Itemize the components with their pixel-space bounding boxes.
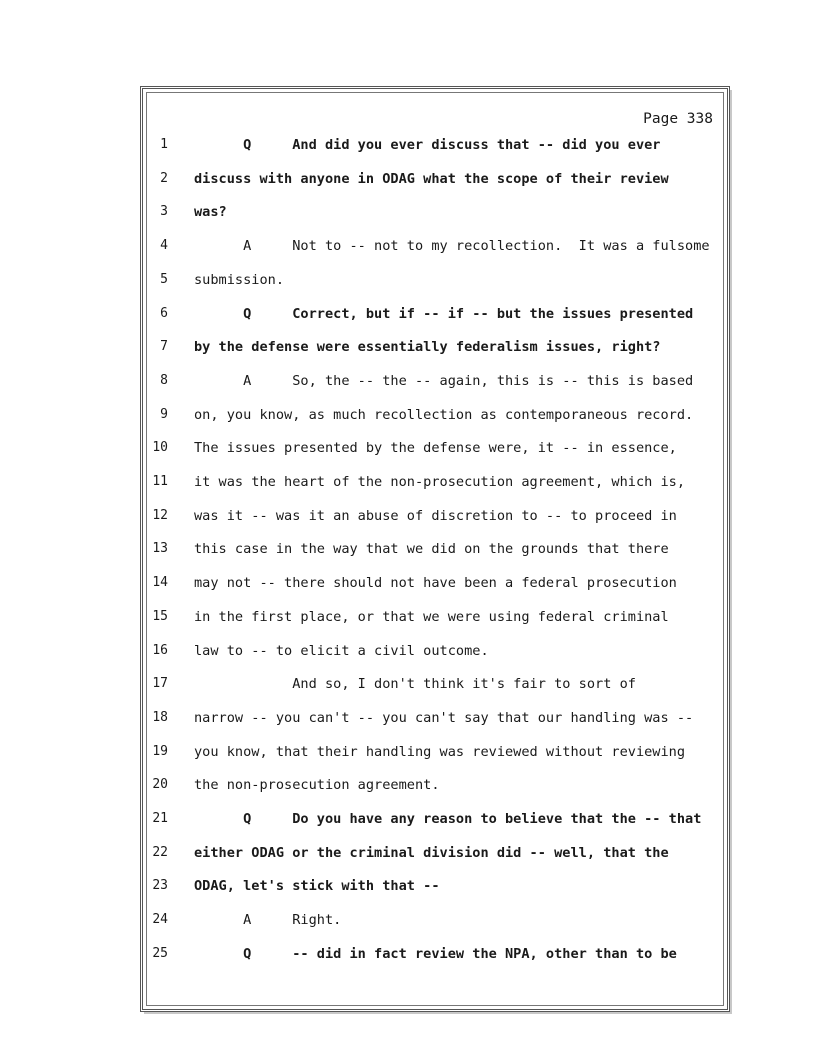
transcript-line: [150, 575, 720, 597]
line-text: Q Do you have any reason to believe that the -- that: [194, 811, 702, 827]
line-number: 21: [152, 811, 168, 826]
transcript-line: [150, 339, 720, 361]
line-number: 7: [160, 339, 168, 355]
transcript-line: [150, 508, 720, 530]
line-number: 3: [160, 204, 168, 220]
transcript-line: [150, 710, 720, 732]
line-number: 14: [152, 575, 168, 591]
transcript-line: [150, 440, 720, 462]
line-number: 15: [152, 608, 168, 624]
line-number: 24: [152, 912, 168, 928]
transcript-line: [150, 643, 720, 665]
transcript-line: [150, 609, 720, 631]
line-text: this case in the way that we did on the grounds that there: [194, 541, 669, 558]
line-text: was?: [194, 204, 227, 221]
transcript-line: [150, 946, 720, 968]
transcript-line: [150, 777, 720, 799]
line-text: Q -- did in fact review the NPA, other than to be: [194, 945, 677, 962]
line-text: The issues presented by the defense were, it -- in essence,: [194, 440, 677, 457]
transcript-line: [150, 306, 720, 328]
line-number: 20: [152, 777, 168, 793]
line-text: was it -- was it an abuse of discretion to -- to proceed in: [194, 507, 677, 524]
line-text: the non-prosecution agreement.: [194, 777, 440, 794]
line-number: 22: [152, 844, 168, 860]
line-number: 4: [160, 238, 168, 254]
line-number: 25: [152, 945, 168, 961]
line-number: 13: [152, 541, 168, 557]
page-number: Page 338: [643, 111, 713, 127]
line-text: narrow -- you can't -- you can't say that our handling was --: [194, 709, 694, 726]
line-number: 12: [152, 507, 168, 523]
transcript-line: [150, 171, 720, 193]
transcript-line: [150, 811, 720, 833]
line-number: 16: [152, 642, 168, 658]
line-number: 17: [152, 676, 168, 692]
line-text: Q Correct, but if -- if -- but the issues presented: [194, 305, 694, 322]
line-number: 11: [152, 474, 168, 489]
line-text: A So, the -- the -- again, this is -- this is based: [194, 372, 694, 389]
transcript-line: [150, 744, 720, 766]
line-number: 19: [152, 743, 168, 759]
transcript-line: [150, 272, 720, 294]
line-number: 6: [160, 305, 168, 321]
transcript-line: [150, 912, 720, 934]
line-text: A Right.: [194, 912, 342, 929]
line-text: by the defense were essentially federalism issues, right?: [194, 339, 661, 356]
line-text: either ODAG or the criminal division did -- well, that the: [194, 844, 669, 861]
line-text: on, you know, as much recollection as contemporaneous record.: [194, 406, 694, 423]
transcript-line: [150, 474, 720, 496]
line-number: 5: [160, 271, 168, 287]
line-text: it was the heart of the non-prosecution agreement, which is,: [194, 474, 686, 490]
line-text: may not -- there should not have been a federal prosecution: [194, 575, 677, 592]
line-number: 23: [152, 878, 168, 894]
line-number: 10: [152, 440, 168, 456]
transcript-line: [150, 676, 720, 698]
line-text: discuss with anyone in ODAG what the scope of their review: [194, 170, 669, 187]
line-text: ODAG, let's stick with that --: [194, 878, 440, 895]
line-number: 2: [160, 170, 168, 186]
transcript-line: [150, 407, 720, 429]
line-text: law to -- to elicit a civil outcome.: [194, 642, 489, 659]
transcript-line: [150, 541, 720, 563]
transcript-line: [150, 238, 720, 260]
line-number: 18: [152, 709, 168, 725]
line-number: 8: [160, 372, 168, 388]
transcript-line: [150, 878, 720, 900]
line-text: Q And did you ever discuss that -- did you ever: [194, 137, 661, 153]
transcript-line: [150, 137, 720, 159]
line-number: 1: [160, 137, 168, 152]
line-text: you know, that their handling was reviewed without reviewing: [194, 743, 686, 760]
line-text: submission.: [194, 271, 285, 288]
line-text: And so, I don't think it's fair to sort of: [194, 676, 636, 693]
line-text: in the first place, or that we were using federal criminal: [194, 608, 669, 625]
transcript-line: [150, 845, 720, 867]
line-number: 9: [160, 406, 168, 422]
transcript-line: [150, 373, 720, 395]
line-text: A Not to -- not to my recollection. It was a fulsome: [194, 238, 710, 255]
transcript-line: [150, 204, 720, 226]
